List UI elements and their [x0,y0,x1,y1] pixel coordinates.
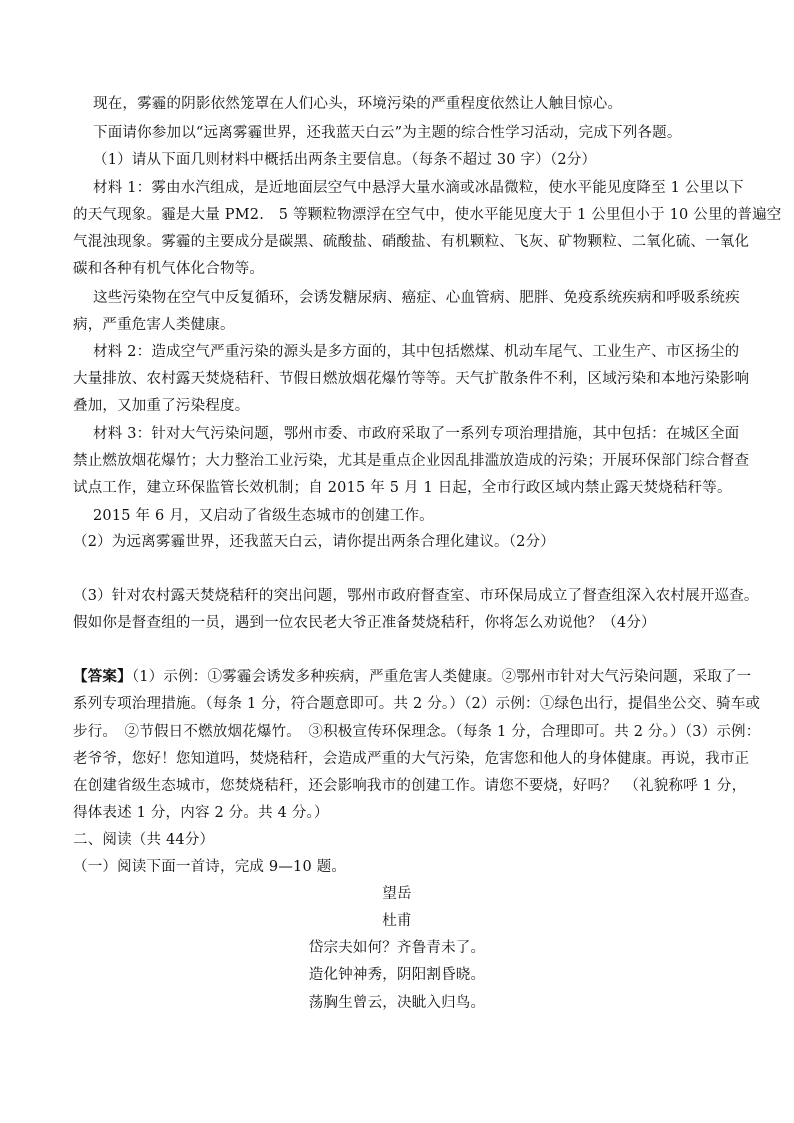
material-1-line: 病，严重危害人类健康。 [73,317,235,333]
section-2-subtitle: （一）阅读下面一首诗，完成 9—10 题。 [73,859,347,875]
answer-line: 得体表述 1 分，内容 2 分。共 4 分。） [73,805,329,821]
material-2-line: 大量排放、农村露天焚烧秸秆、节假日燃放烟花爆竹等等。天气扩散条件不利，区域污染和本地污染影响 [73,371,750,387]
material-1-line: 碳和各种有机气体化合物等。 [73,261,265,277]
material-1-line: 材料 1：雾由水汽组成，是近地面层空气中悬浮大量水滴或冰晶微粒，使水平能见度降至 1 公里以下 [93,180,744,196]
answer-line: 老爷爷，您好！您知道吗，焚烧秸秆，会造成严重的大气污染，危害您和他人的身体健康。再说，我市正 [73,751,750,767]
intro-paragraph-2: 下面请你参加以“远离雾霾世界，还我蓝天白云”为主题的综合性学习活动，完成下列各题。 [93,125,682,141]
material-3-line: 2015 年 6 月，又启动了省级生态城市的创建工作。 [93,508,434,524]
poem-line: 岱宗夫如何？齐鲁青未了。 [308,940,486,956]
poem-title: 望岳 [382,886,412,902]
material-1-line: 气混浊现象。雾霾的主要成分是碳黑、硫酸盐、硝酸盐、有机颗粒、飞灰、矿物颗粒、二氧化硫、一氧化 [73,234,750,250]
answer-line: 系列专项治理措施。（每条 1 分，符合题意即可。共 2 分。）（2）示例：①绿色出行，提倡坐公交、骑车或 [73,696,761,712]
material-3-line: 试点工作，建立环保监管长效机制；自 2015 年 5 月 1 日起，全市行政区域内禁止露天焚烧秸秆等。 [73,480,732,496]
poem-line: 造化钟神秀，阴阳割昏晓。 [308,967,486,983]
question-2-prompt: （2）为远离雾霾世界，还我蓝天白云，请你提出两条合理化建议。（2分） [73,534,555,550]
question-3-line: 假如你是督查组的一员，遇到一位农民老大爷正准备焚烧秸秆，你将怎么劝说他？（4分） [73,615,656,631]
poem-line: 荡胸生曾云，决眦入归鸟。 [308,995,486,1011]
answer-line: 在创建省级生态城市，您焚烧秸秆，还会影响我市的创建工作。请您不要烧，好吗？ （礼貌称呼 1 分， [73,778,747,794]
section-2-title: 二、阅读（共 44分） [73,832,215,848]
answer-line: 步行。 ②节假日不燃放烟花爆竹。 ③积极宣传环保理念。（每条 1 分，合理即可。共 2 分。）（3）示例： [73,724,761,740]
poem-author: 杜甫 [382,913,412,929]
material-3-line: 材料 3：针对大气污染问题，鄂州市委、市政府采取了一系列专项治理措施，其中包括：在城区全面 [93,426,740,442]
answer-line [73,666,752,688]
material-1-line: 的天气现象。霾是大量 PM2. 5 等颗粒物漂浮在空气中，使水平能见度大于 1 公里但小于 10 公里的普遍空 [73,207,782,223]
intro-paragraph-1: 现在，雾霾的阴影依然笼罩在人们心头，环境污染的严重程度依然让人触目惊心。 [93,96,623,112]
material-2-line: 叠加，又加重了污染程度。 [73,398,250,414]
question-3-line: （3）针对农村露天焚烧秸秆的突出问题，鄂州市政府督查室、市环保局成立了督查组深入农村展开巡查。 [73,588,759,604]
answer-tag: 【答案】 [73,668,132,685]
answer-text: （1）示例：①雾霾会诱发多种疾病，严重危害人类健康。②鄂州市针对大气污染问题，采取了一 [131,669,752,685]
material-3-line: 禁止燃放烟花爆竹；大力整治工业污染，尤其是重点企业因乱排滥放造成的污染；开展环保部门综合督查 [73,453,750,469]
material-1-line: 这些污染物在空气中反复循环，会诱发糖尿病、癌症、心血管病、肥胖、免疫系统疾病和呼吸系统疾 [93,290,740,306]
question-1-prompt: （1）请从下面几则材料中概括出两条主要信息。（每条不超过 30 字）（2分） [93,152,597,168]
material-2-line: 材料 2：造成空气严重污染的源头是多方面的，其中包括燃煤、机动车尾气、工业生产、市区扬尘的 [93,344,740,360]
